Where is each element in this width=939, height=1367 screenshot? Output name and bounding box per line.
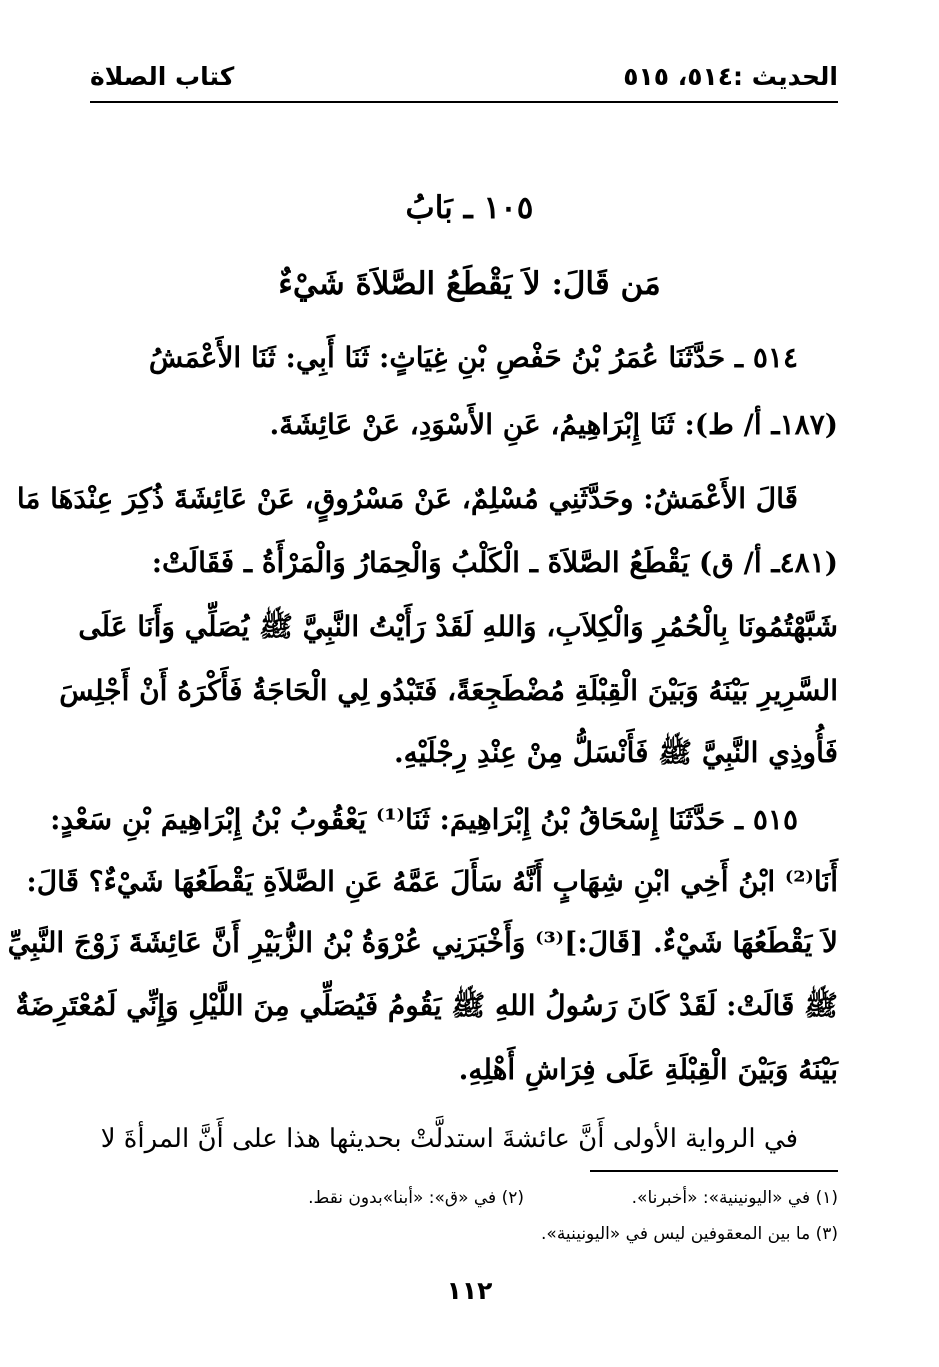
body-line: (١٨٧ـ أ/ ط): ثَنَا إِبْرَاهِيمُ، عَنِ الأَسْوَدِ، عَنْ عَائِشَةَ. (269, 408, 838, 441)
body-line: (٤٨١ـ أ/ ق) يَقْطَعُ الصَّلاَةَ ـ الْكَلْبُ وَالْحِمَارُ وَالْمَرْأَةُ ـ فَقَالَتْ: (151, 546, 838, 579)
page-number: ١١٢ (446, 1276, 493, 1305)
body-line: قَالَ الأَعْمَشُ: وحَدَّثَنِي مُسْلِمٌ، عَنْ مَسْرُوقٍ، عَنْ عَائِشَةَ ذُكِرَ عِنْدَهَا مَا (16, 482, 798, 515)
body-line: أَنَا⁽²⁾ ابْنُ أَخِي ابْنِ شِهَابٍ أَنَّهُ سَأَلَ عَمَّهُ عَنِ الصَّلاَةِ يَقْطَعُهَا شَيْءٌ؟ قَالَ: (26, 865, 838, 898)
body-line: لاَ يَقْطَعُهَا شَيْءٌ. [قَالَ:]⁽³⁾ وَأَخْبَرَنِي عُرْوَةُ بْنُ الزُّبَيْرِ أَنَّ عَائِشَةَ زَوْجَ النَّبِيِّ (7, 926, 838, 959)
body-line: بَيْنَهُ وَبَيْنَ الْقِبْلَةِ عَلَى فِرَاشِ أَهْلِهِ. (458, 1053, 838, 1086)
body-line: فَأُوذِي النَّبِيَّ ﷺ فَأَنْسَلُّ مِنْ عِنْدِ رِجْلَيْهِ. (393, 736, 838, 769)
header-divider (90, 101, 838, 103)
body-line: ٥١٤ ـ حَدَّثَنَا عُمَرُ بْنُ حَفْصِ بْنِ غِيَاثٍ: ثَنَا أَبِي: ثَنَا الأَعْمَشُ (148, 341, 798, 374)
chapter-number: ١٠٥ ـ بَابُ (405, 190, 534, 226)
footnote-2: (٢) في «ق»: «أبنا»بدون نقط. (308, 1188, 524, 1208)
body-line: شَبَّهْتُمُونَا بِالْحُمُرِ وَالْكِلاَبِ، وَاللهِ لَقَدْ رَأَيْتُ النَّبِيَّ ﷺ يُصَلِّي وَأَنَا عَلَى (78, 610, 838, 643)
book-title-label: كتاب الصلاة (90, 62, 235, 91)
footnote-divider (590, 1170, 838, 1172)
body-line: في الرواية الأولى أَنَّ عائشةَ استدلَّتْ بحديثها هذا على أَنَّ المرأةَ لا (100, 1124, 798, 1154)
body-line: السَّرِيرِ بَيْنَهُ وَبَيْنَ الْقِبْلَةِ مُضْطَجِعَةً، فَتَبْدُو لِي الْحَاجَةُ فَأَكْرَهُ أَنْ أَجْلِسَ (59, 674, 838, 707)
hadith-range-label: الحديث :٥١٤، ٥١٥ (623, 62, 838, 91)
chapter-title: مَن قَالَ: لاَ يَقْطَعُ الصَّلاَةَ شَيْءٌ (278, 266, 661, 302)
body-line: ٥١٥ ـ حَدَّثَنَا إِسْحَاقُ بْنُ إِبْرَاهِيمَ: ثَنَا⁽¹⁾ يَعْقُوبُ بْنُ إِبْرَاهِيمَ بْنِ سَعْدٍ: (50, 803, 798, 836)
body-line: ﷺ قَالَتْ: لَقَدْ كَانَ رَسُولُ اللهِ ﷺ يَقُومُ فَيُصَلِّي مِنَ اللَّيْلِ وَإِنِّي لَمُعْتَرِضَةٌ (15, 989, 838, 1022)
footnote-1: (١) في «اليونينية»: «أخبرنا». (631, 1188, 838, 1208)
footnote-3: (٣) ما بين المعقوفين ليس في «اليونينية». (541, 1224, 838, 1244)
running-header (90, 62, 838, 98)
